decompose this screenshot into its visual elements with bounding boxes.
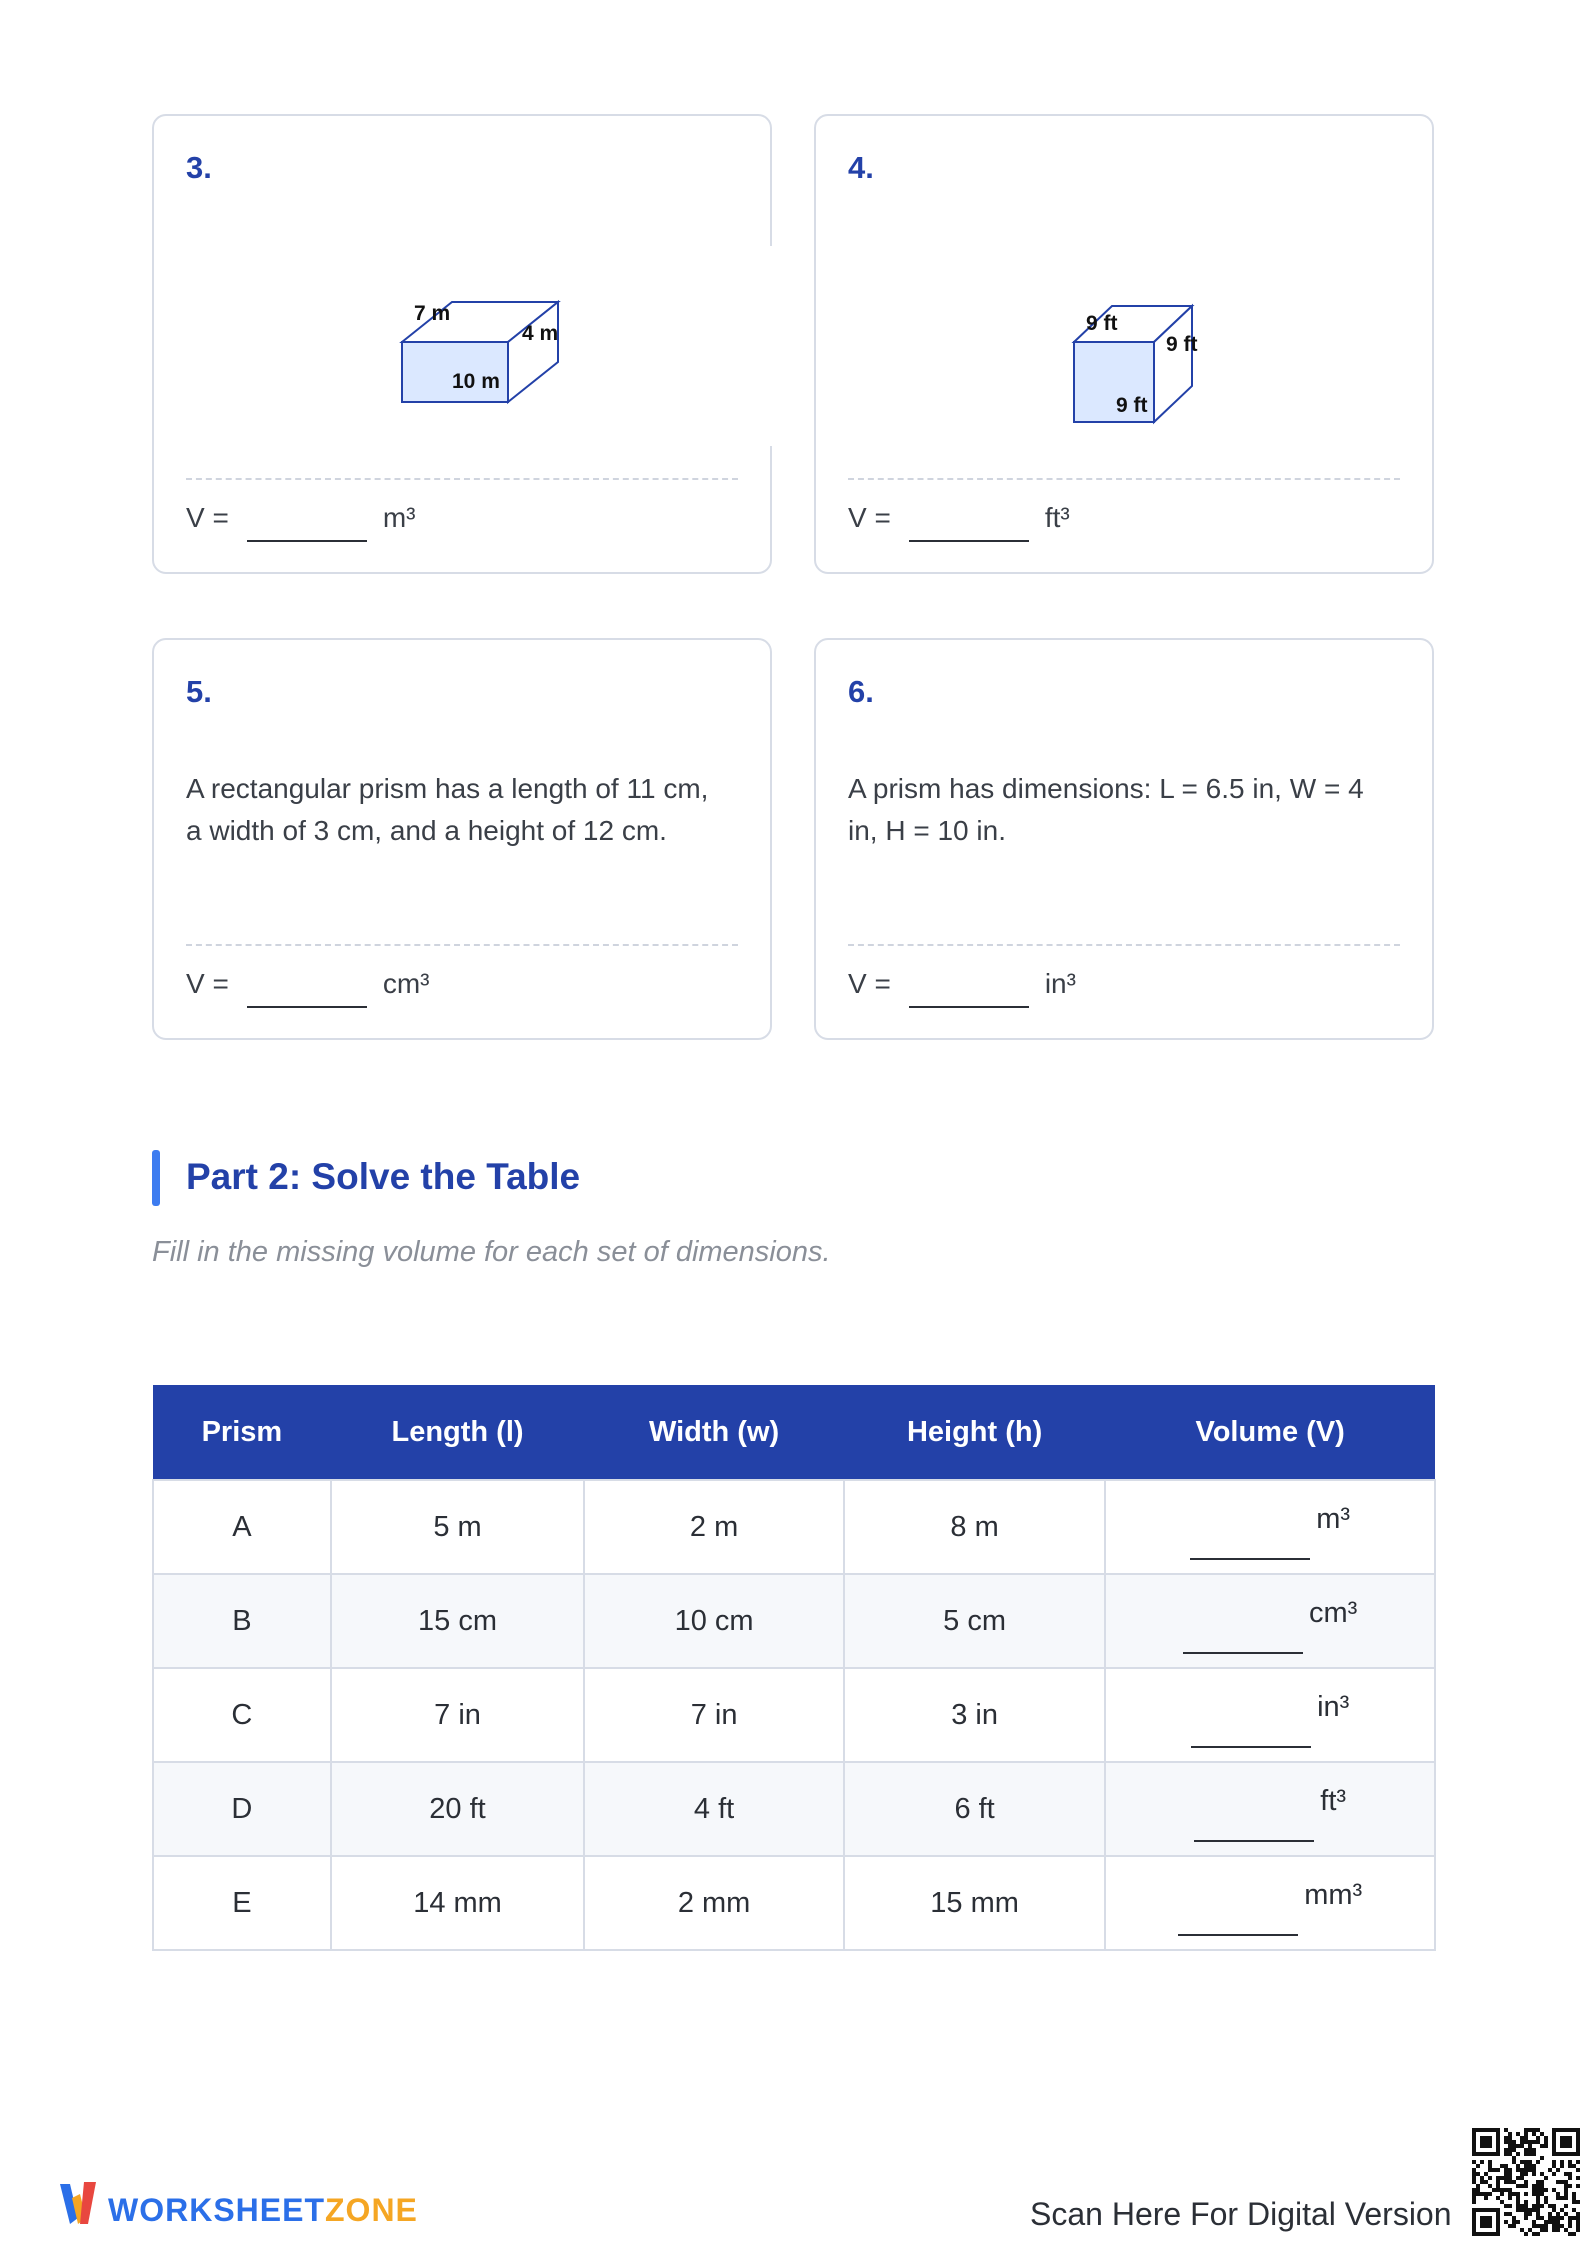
qr-code-icon[interactable] <box>1472 2128 1580 2236</box>
cell-volume <box>1105 1762 1435 1856</box>
answer-blank[interactable] <box>247 1006 367 1008</box>
unit-label: cm³ <box>382 968 430 999</box>
cell-height: 6 ft <box>844 1762 1106 1856</box>
cube-shape-4 <box>816 246 1436 446</box>
unit-label: mm³ <box>1304 1878 1363 1911</box>
cell-width: 4 ft <box>584 1762 844 1856</box>
cell-width: 7 in <box>584 1668 844 1762</box>
dim-length: 9 ft <box>1116 394 1148 417</box>
unit-label: cm³ <box>1309 1596 1358 1629</box>
problem-card-6 <box>814 638 1434 1040</box>
volume-label: V = <box>848 968 891 999</box>
header-volume: Volume (V) <box>1105 1385 1435 1480</box>
problem-card-3 <box>152 114 772 574</box>
cell-length: 20 ft <box>331 1762 585 1856</box>
cell-prism: A <box>153 1480 331 1574</box>
cell-volume <box>1105 1574 1435 1668</box>
divider <box>848 478 1400 480</box>
cell-volume <box>1105 1668 1435 1762</box>
dim-depth: 4 m <box>522 322 559 345</box>
problem-number: 6. <box>848 674 874 709</box>
cell-length: 14 mm <box>331 1856 585 1950</box>
cell-prism: D <box>153 1762 331 1856</box>
answer-row <box>186 968 429 1000</box>
table-row <box>153 1762 1435 1856</box>
problem-card-5 <box>152 638 772 1040</box>
brand-name <box>108 2192 418 2229</box>
answer-blank[interactable] <box>1194 1840 1314 1842</box>
scan-text: Scan Here For Digital Version <box>1030 2196 1452 2232</box>
cell-width: 2 m <box>584 1480 844 1574</box>
volume-label: V = <box>186 502 229 533</box>
problem-number: 5. <box>186 674 212 709</box>
header-height: Height (h) <box>844 1385 1106 1480</box>
answer-blank[interactable] <box>1183 1652 1303 1654</box>
divider <box>186 478 738 480</box>
volume-label: V = <box>848 502 891 533</box>
cell-prism: B <box>153 1574 331 1668</box>
unit-label: ft³ <box>1320 1784 1347 1817</box>
problem-number: 4. <box>848 150 874 185</box>
answer-blank[interactable] <box>909 1006 1029 1008</box>
volume-label: V = <box>186 968 229 999</box>
unit-label: in³ <box>1317 1690 1350 1723</box>
worksheetzone-logo-icon <box>58 2178 102 2230</box>
dim-depth: 9 ft <box>1166 333 1198 356</box>
section-title: Part 2: Solve the Table <box>186 1156 581 1197</box>
cell-height: 15 mm <box>844 1856 1106 1950</box>
unit-label: ft³ <box>1044 502 1070 533</box>
answer-row <box>186 502 415 534</box>
section-accent-bar <box>152 1150 160 1206</box>
section-subtitle: Fill in the missing volume for each set of dimensions. <box>152 1236 831 1268</box>
answer-row <box>848 968 1076 1000</box>
answer-blank[interactable] <box>909 540 1029 542</box>
cell-volume <box>1105 1856 1435 1950</box>
unit-label: m³ <box>382 502 416 533</box>
problem-number: 3. <box>186 150 212 185</box>
answer-blank[interactable] <box>247 540 367 542</box>
cell-length: 5 m <box>331 1480 585 1574</box>
table-header-row <box>153 1385 1435 1480</box>
unit-label: in³ <box>1044 968 1076 999</box>
problem-card-4 <box>814 114 1434 574</box>
divider <box>186 944 738 946</box>
table-row <box>153 1574 1435 1668</box>
table-row <box>153 1856 1435 1950</box>
cell-volume <box>1105 1480 1435 1574</box>
cell-height: 3 in <box>844 1668 1106 1762</box>
cell-width: 10 cm <box>584 1574 844 1668</box>
table-row <box>153 1668 1435 1762</box>
volume-table <box>152 1385 1436 1951</box>
cell-prism: C <box>153 1668 331 1762</box>
prism-shape-3 <box>154 246 774 446</box>
problem-text: A prism has dimensions: L = 6.5 in, W = 4 in, H = 10 in. <box>848 773 1364 846</box>
brand-part-2: ZONE <box>325 2192 418 2228</box>
header-width: Width (w) <box>584 1385 844 1480</box>
answer-blank[interactable] <box>1190 1558 1310 1560</box>
dim-length: 10 m <box>452 370 500 393</box>
table-row <box>153 1480 1435 1574</box>
cell-height: 8 m <box>844 1480 1106 1574</box>
divider <box>848 944 1400 946</box>
dim-width: 7 m <box>414 302 451 325</box>
cell-length: 15 cm <box>331 1574 585 1668</box>
problem-text: A rectangular prism has a length of 11 cm, a width of 3 cm, and a height of 12 cm. <box>186 773 709 846</box>
unit-label: m³ <box>1316 1502 1351 1535</box>
answer-row <box>848 502 1070 534</box>
cell-width: 2 mm <box>584 1856 844 1950</box>
brand-part-1: WORKSHEET <box>108 2192 325 2228</box>
header-length: Length (l) <box>331 1385 585 1480</box>
answer-blank[interactable] <box>1191 1746 1311 1748</box>
cell-prism: E <box>153 1856 331 1950</box>
cell-height: 5 cm <box>844 1574 1106 1668</box>
dim-width: 9 ft <box>1086 312 1118 335</box>
cell-length: 7 in <box>331 1668 585 1762</box>
answer-blank[interactable] <box>1178 1934 1298 1936</box>
header-prism: Prism <box>153 1385 331 1480</box>
